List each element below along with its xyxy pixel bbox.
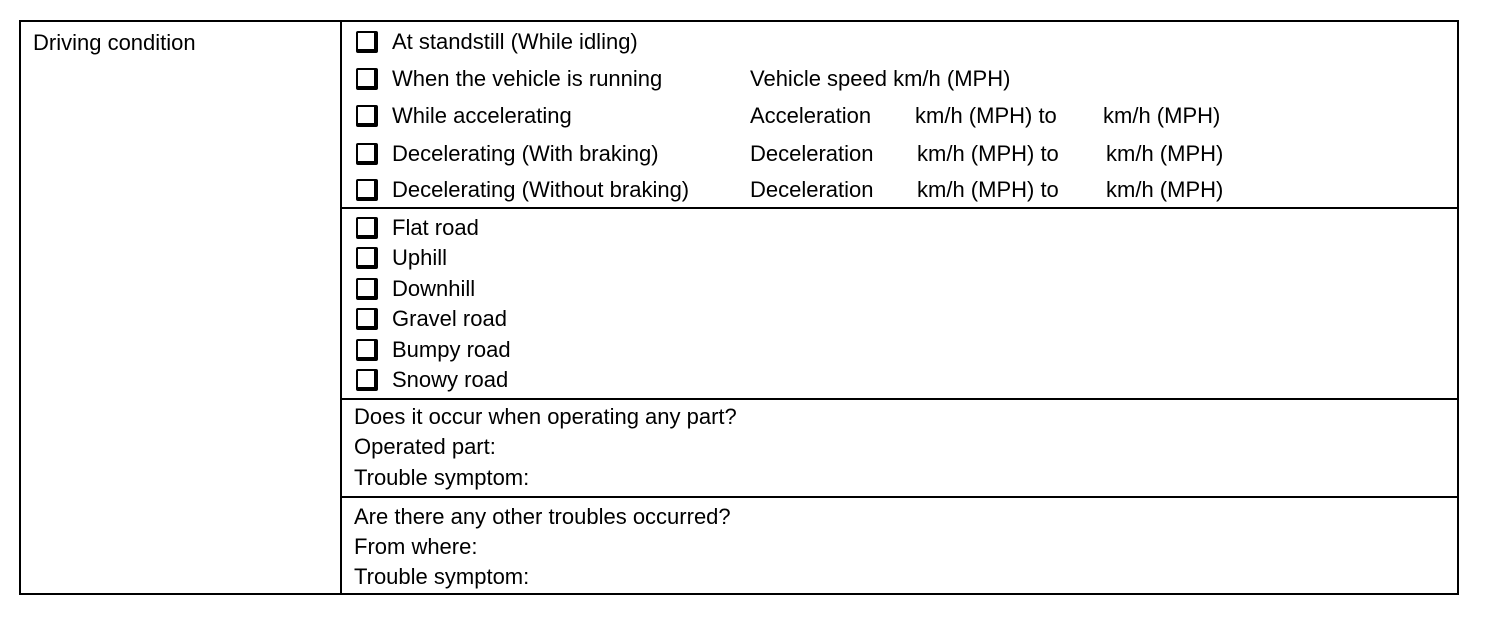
uphill-checkbox[interactable] <box>356 247 378 269</box>
operated-part-symptom-field: Trouble symptom: <box>354 465 530 490</box>
acceleration-to-field: km/h (MPH) <box>1103 103 1221 128</box>
driving-condition-label: Driving condition <box>33 30 196 55</box>
from-where-field: From where: <box>354 534 478 559</box>
braking-checkbox[interactable] <box>356 143 378 165</box>
deceleration-no-braking-label: Deceleration <box>750 177 874 202</box>
road-condition-section <box>342 209 1457 400</box>
uphill-label: Uphill <box>392 245 448 270</box>
accelerating-checkbox[interactable] <box>356 105 378 127</box>
operated-part-field: Operated part: <box>354 434 496 459</box>
snowy-road-label: Snowy road <box>392 367 509 392</box>
standstill-checkbox[interactable] <box>356 31 378 53</box>
driving-condition-form <box>19 20 1459 595</box>
operated-part-question: Does it occur when operating any part? <box>354 404 737 429</box>
vehicle-speed-field: Vehicle speed km/h (MPH) <box>750 66 1011 91</box>
no-braking-label: Decelerating (Without braking) <box>392 177 690 202</box>
gravel-road-checkbox[interactable] <box>356 308 378 330</box>
deceleration-no-braking-to-field: km/h (MPH) <box>1106 177 1224 202</box>
other-troubles-symptom-field: Trouble symptom: <box>354 564 530 589</box>
accelerating-label: While accelerating <box>392 103 572 128</box>
label-column <box>21 22 342 593</box>
vehicle-state-section <box>342 22 1457 209</box>
running-checkbox[interactable] <box>356 68 378 90</box>
acceleration-from-field: km/h (MPH) to <box>915 103 1057 128</box>
downhill-label: Downhill <box>392 276 476 301</box>
other-troubles-question: Are there any other troubles occurred? <box>354 504 731 529</box>
deceleration-braking-to-field: km/h (MPH) <box>1106 141 1224 166</box>
deceleration-no-braking-from-field: km/h (MPH) to <box>917 177 1059 202</box>
running-label: When the vehicle is running <box>392 66 663 91</box>
no-braking-checkbox[interactable] <box>356 179 378 201</box>
flat-road-label: Flat road <box>392 215 479 240</box>
downhill-checkbox[interactable] <box>356 278 378 300</box>
bumpy-road-label: Bumpy road <box>392 337 511 362</box>
braking-label: Decelerating (With braking) <box>392 141 659 166</box>
snowy-road-checkbox[interactable] <box>356 369 378 391</box>
other-troubles-section <box>342 498 1457 595</box>
deceleration-braking-from-field: km/h (MPH) to <box>917 141 1059 166</box>
acceleration-label: Acceleration <box>750 103 872 128</box>
flat-road-checkbox[interactable] <box>356 217 378 239</box>
bumpy-road-checkbox[interactable] <box>356 339 378 361</box>
operated-part-section <box>342 400 1457 498</box>
standstill-label: At standstill (While idling) <box>392 29 638 54</box>
deceleration-braking-label: Deceleration <box>750 141 874 166</box>
gravel-road-label: Gravel road <box>392 306 507 331</box>
